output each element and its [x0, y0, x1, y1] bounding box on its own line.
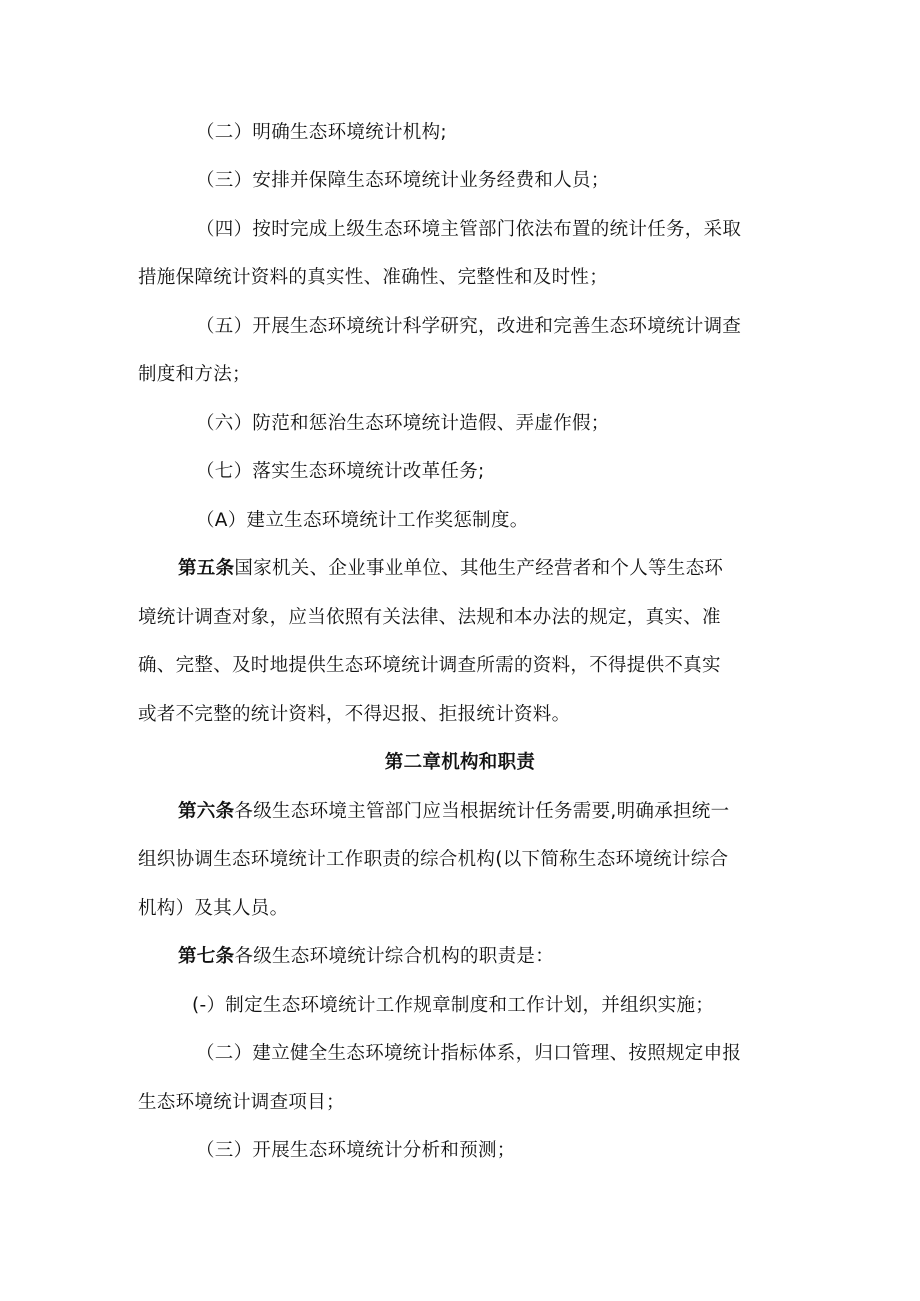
article-6-heading: 第六条 [178, 801, 235, 822]
item-2-line: （二）明确生态环境统计机构; [196, 122, 447, 143]
article-5-text-1: 国家机关、企业事业单位、其他生产经营者和个人等生态环 [234, 558, 724, 579]
article-5-heading: 第五条 [178, 558, 235, 579]
item-3-line: （三）安排并保障生态环境统计业务经费和人员； [196, 170, 610, 191]
item-7-line: （七）落实生态环境统计改革任务; [196, 461, 485, 482]
article-7-heading: 第七条 [178, 946, 235, 967]
article-7-item-1: (-）制定生态环境统计工作规章制度和工作计划，并组织实施； [192, 995, 715, 1016]
item-4-line-1: （四）按时完成上级生态环境主管部门依法布置的统计任务，采取 [196, 219, 742, 240]
article-7-item-2-line-1: （二）建立健全生态环境统计指标体系，归口管理、按照规定申报 [196, 1043, 742, 1064]
item-5-line-1: （五）开展生态环境统计科学研究，改进和完善生态环境统计调查 [196, 316, 742, 337]
item-5-line-2: 制度和方法； [138, 364, 251, 385]
article-7-text-1: 各级生态环境统计综合机构的职责是： [234, 946, 555, 967]
article-6-text-1: 各级生态环境主管部门应当根据统计任务需要,明确承担统一 [234, 801, 730, 822]
article-5-line-1 [178, 556, 723, 582]
article-7-item-2-line-2: 生态环境统计调查项目； [138, 1092, 345, 1113]
article-6-line-1 [178, 799, 729, 825]
article-5-line-3: 确、完整、及时地提供生态环境统计调查所需的资料，不得提供不真实 [138, 655, 721, 676]
article-7-line-1 [178, 944, 554, 970]
chapter-title: 第二章机构和职责 [384, 752, 536, 773]
article-5-line-4: 或者不完整的统计资料，不得迟报、拒报统计资料。 [138, 704, 571, 725]
item-6-line: （六）防范和惩治生态环境统计造假、弄虚作假； [196, 413, 610, 434]
item-4-line-2: 措施保障统计资料的真实性、准确性、完整性和及时性； [138, 267, 609, 288]
article-6-line-2: 组织协调生态环境统计工作职责的综合机构(以下简称生态环境统计综合 [138, 849, 729, 870]
item-8-line: （A）建立生态环境统计工作奖惩制度。 [196, 510, 529, 531]
article-5-line-2: 境统计调查对象，应当依照有关法律、法规和本办法的规定，真实、准 [138, 607, 721, 628]
article-6-line-3: 机构）及其人员。 [138, 898, 289, 919]
article-7-item-3: （三）开展生态环境统计分析和预测； [196, 1140, 516, 1161]
